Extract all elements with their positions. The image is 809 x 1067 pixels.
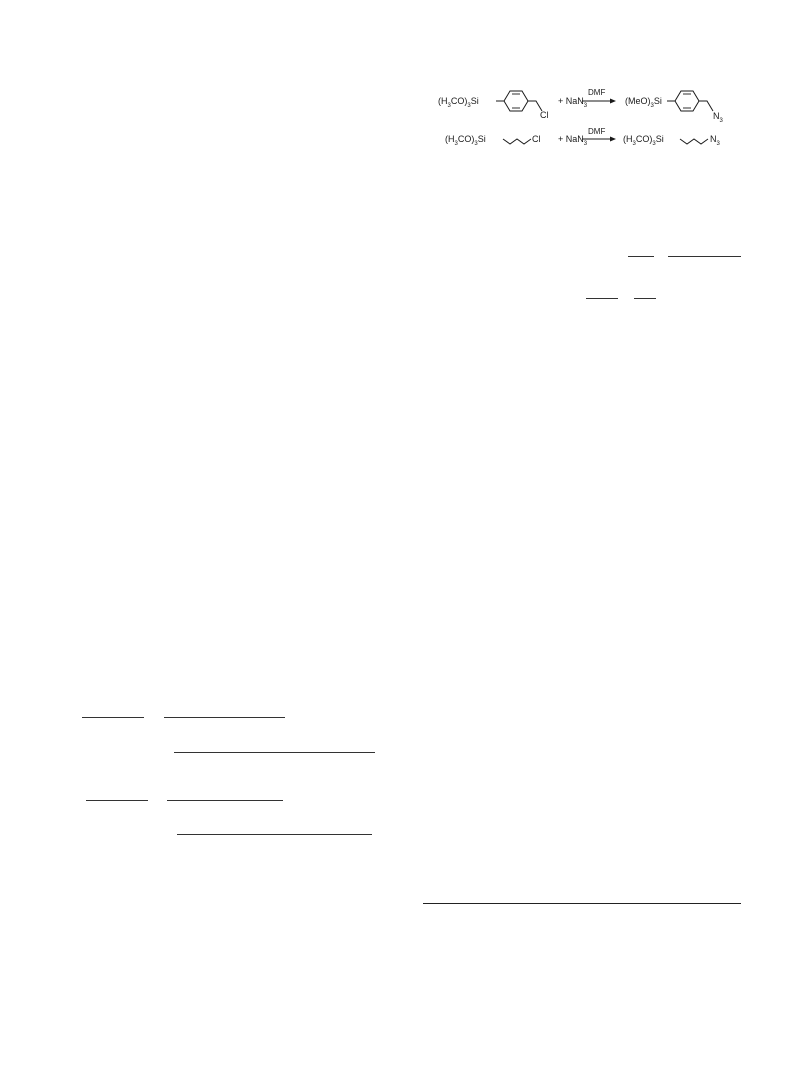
reaction-2-leaving-group: Cl: [532, 134, 541, 144]
reaction-1-reactant: $(H_3CO)_3Si$: [438, 96, 479, 109]
text-rule: [164, 717, 285, 718]
reaction-1-product: $(MeO)_3Si$: [625, 96, 662, 109]
reaction-2-reactant: $(H_3CO)_3Si$: [445, 134, 486, 147]
reaction-1-product-group: $N_3$: [713, 111, 723, 124]
text-rule: [167, 800, 283, 801]
reaction-2-solvent: DMF: [588, 127, 606, 136]
reaction-2-arrow-head: [610, 137, 616, 142]
reaction-1-product-benzyl-bond: [699, 101, 713, 111]
text-rule: [668, 256, 741, 257]
reaction-2-product: $(H_3CO)_3Si$: [623, 134, 664, 147]
reaction-1-leaving-group: Cl: [540, 110, 549, 120]
reaction-2-propyl-chain: [503, 139, 531, 144]
reaction-1-arrow-head: [610, 99, 616, 104]
reaction-1-reagent: + NaN$_3$: [558, 96, 588, 109]
text-rule: [628, 256, 654, 257]
text-rule: [82, 717, 144, 718]
reaction-2-reagent: + NaN$_3$: [558, 134, 588, 147]
reaction-scheme-drawing: [420, 78, 750, 158]
footnote-separator: [423, 903, 741, 904]
reaction-scheme: [420, 78, 750, 158]
text-rule: [174, 752, 375, 753]
text-rule: [586, 298, 618, 299]
reaction-1-solvent: DMF: [588, 88, 606, 97]
reaction-2-product-propyl-chain: [680, 139, 708, 144]
text-rule: [86, 800, 148, 801]
reaction-2-product-group: $N_3$: [710, 134, 720, 147]
text-rule: [634, 298, 656, 299]
text-rule: [177, 834, 372, 835]
